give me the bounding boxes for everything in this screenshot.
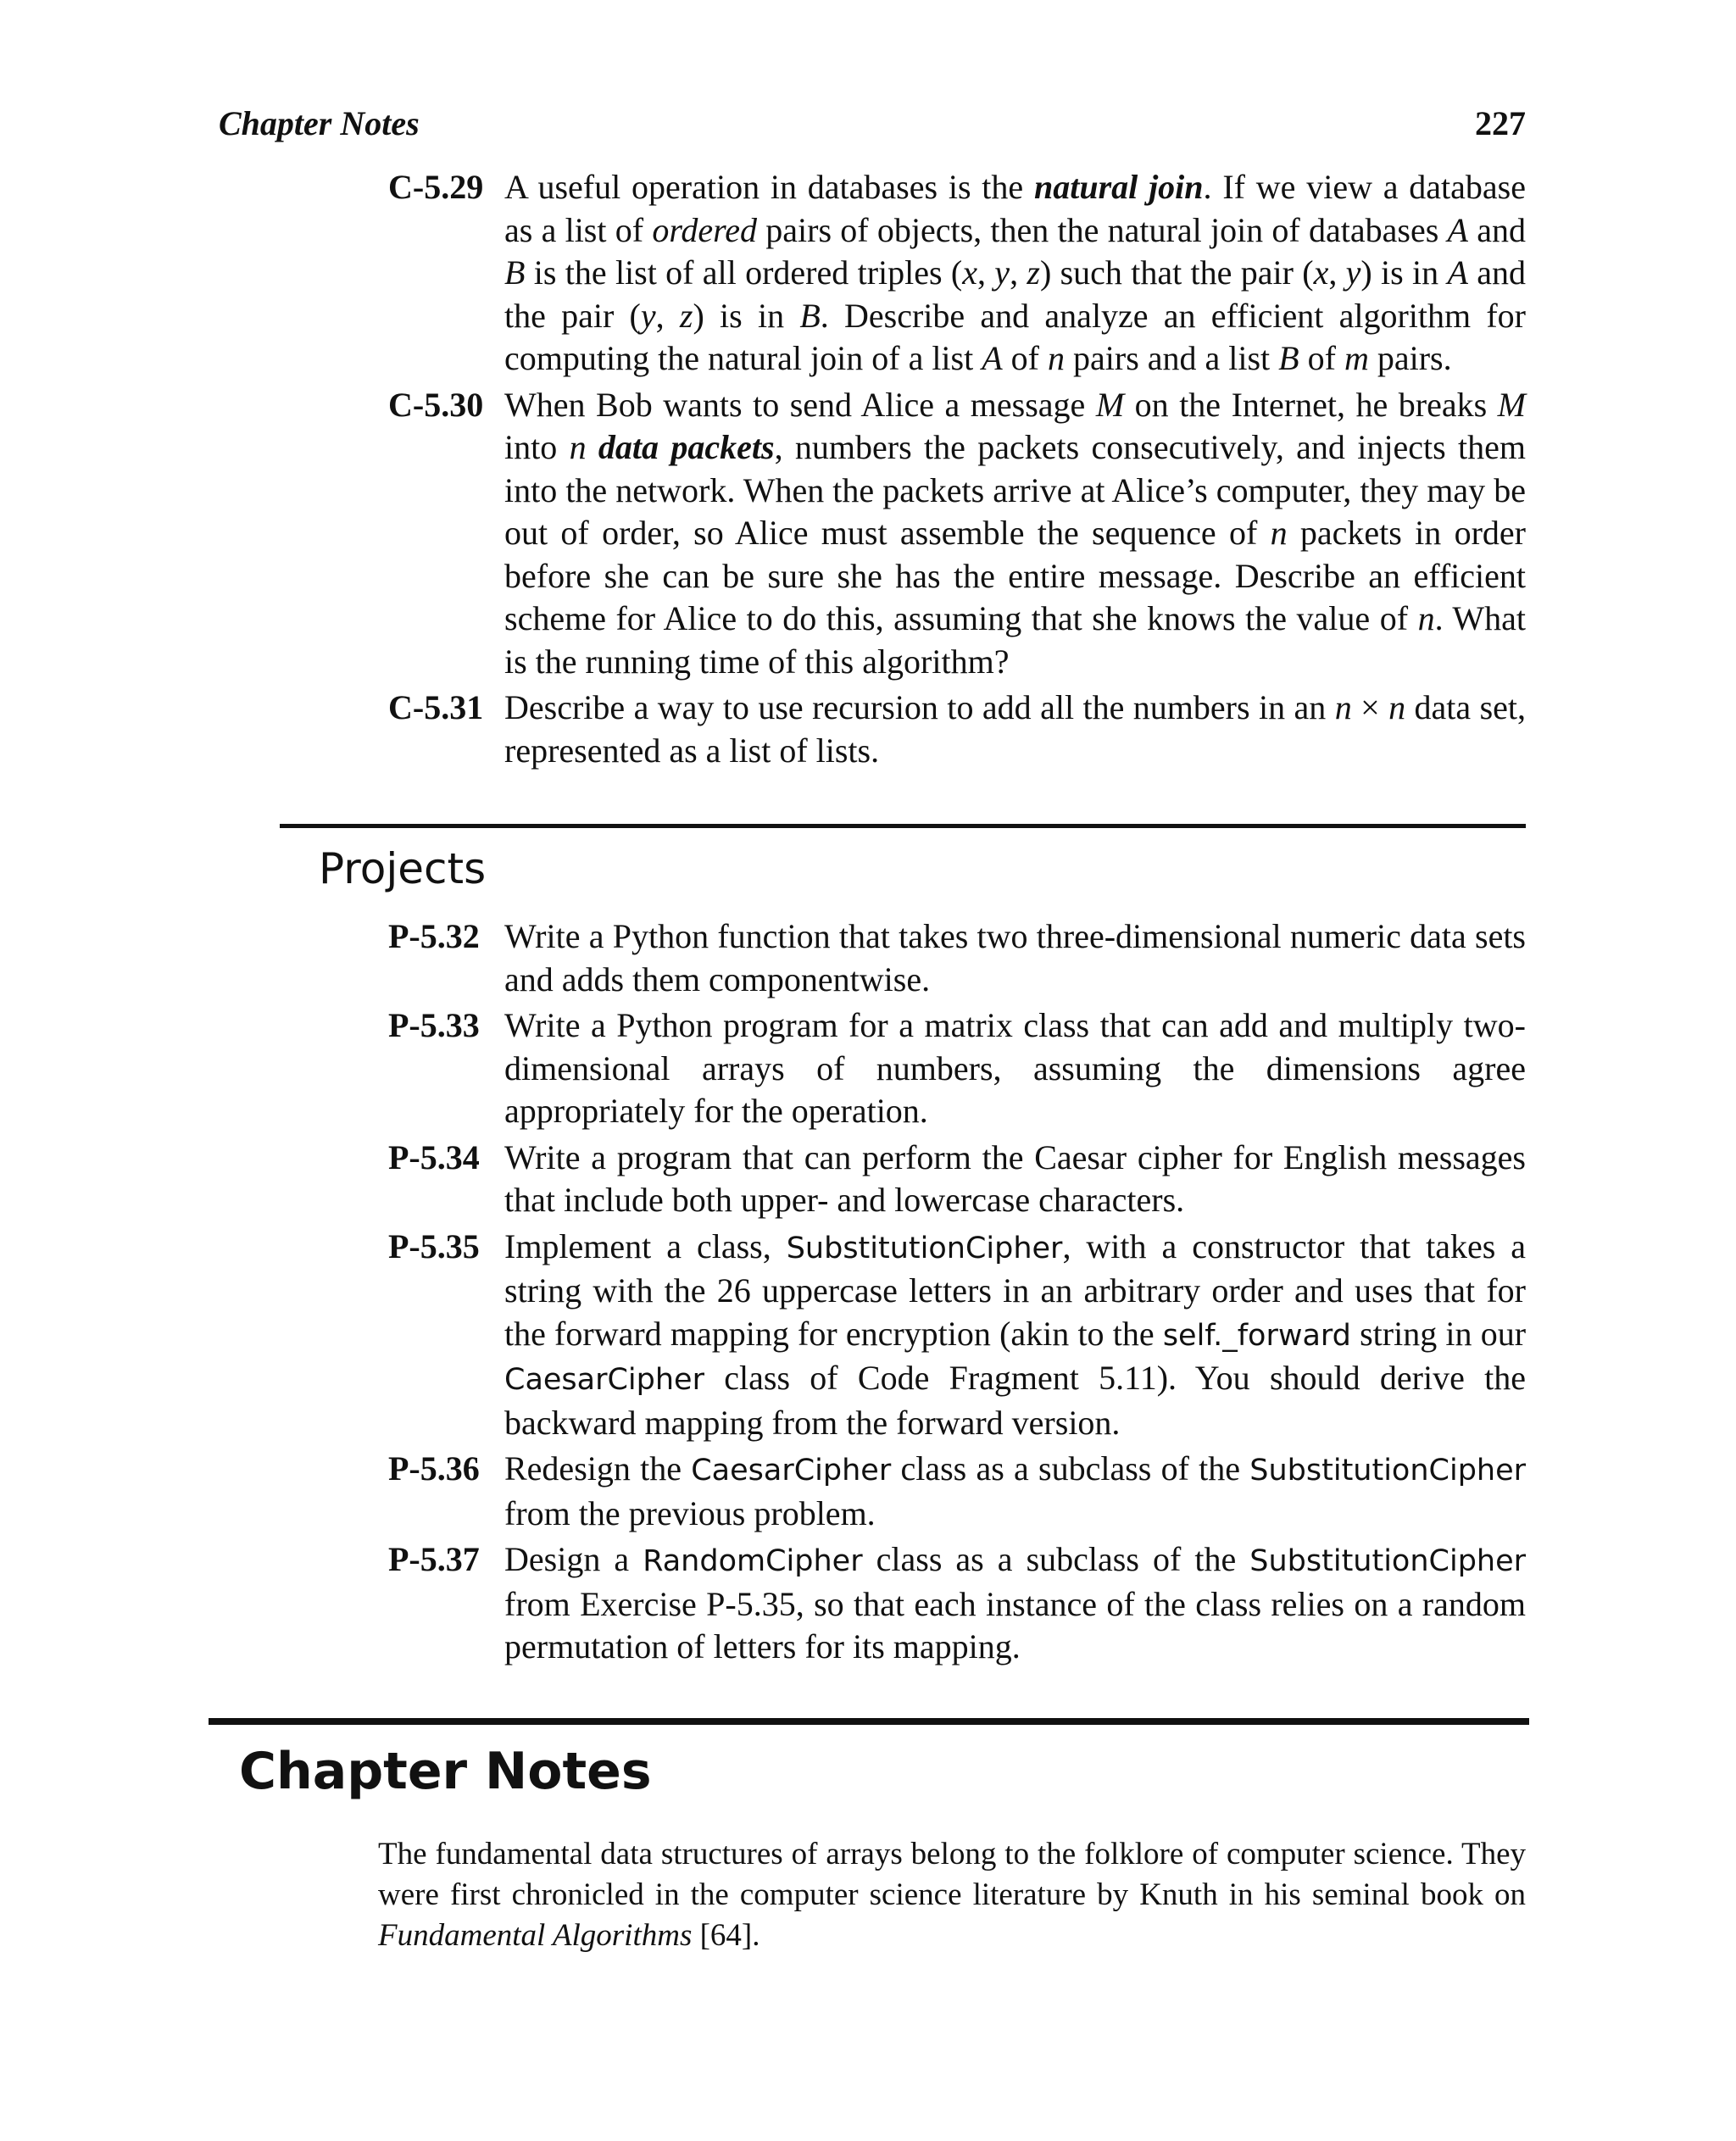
italic-text: z xyxy=(1027,253,1040,292)
text-run: pairs of objects, then the natural join of databases xyxy=(757,210,1448,249)
text-run xyxy=(587,428,598,466)
code-identifier: CaesarCipher xyxy=(504,1363,704,1397)
italic-text: B xyxy=(504,253,526,292)
italic-text: M xyxy=(1497,385,1526,424)
exercise-number: C-5.31 xyxy=(388,688,484,726)
exercise-text xyxy=(504,915,1526,1001)
text-run: , xyxy=(655,296,680,335)
text-run: ) is in xyxy=(693,296,800,335)
italic-text: n xyxy=(1388,688,1406,726)
emphasized-term: data packets xyxy=(598,428,775,466)
italic-text: M xyxy=(1095,385,1125,424)
exercise-text xyxy=(504,1538,1526,1669)
text-run: class as a subclass of the xyxy=(862,1540,1250,1578)
text-run: ) is in xyxy=(1360,253,1448,292)
italic-text: x xyxy=(962,253,977,292)
text-run: class of Code Fragment 5.11). You should derive the backward mapping from the forward version. xyxy=(504,1359,1526,1442)
exercise-number: P-5.35 xyxy=(388,1226,480,1265)
running-header xyxy=(219,98,1526,149)
exercise-item xyxy=(388,687,1526,772)
text-run: Redesign the xyxy=(504,1449,692,1488)
exercise-text xyxy=(504,687,1526,772)
text-run: [64]. xyxy=(692,1918,760,1953)
text-run: , with a constructor that takes a string with the 26 uppercase letters in an arbitrary order and uses that for the forward mapping for encryption (akin to the xyxy=(504,1226,1526,1353)
text-run: into xyxy=(504,428,570,466)
text-run: data set, represented as a list of lists. xyxy=(504,688,1527,770)
exercise-item xyxy=(388,1538,1526,1669)
text-run: class as a subclass of the xyxy=(891,1449,1250,1488)
text-run: , xyxy=(1010,253,1027,292)
text-run: packets in order before she can be sure she has the entire message. Describe an efficient scheme for Alice to do this, assuming that she knows the value of xyxy=(504,514,1527,637)
italic-text: y xyxy=(1345,253,1361,292)
italic-text: n xyxy=(1417,599,1435,637)
italic-text: B xyxy=(1278,339,1299,377)
text-run: Implement a class, xyxy=(504,1226,787,1265)
text-run: from the previous problem. xyxy=(504,1493,876,1532)
italic-text: y xyxy=(640,296,656,335)
projects-rule xyxy=(280,824,1526,828)
exercise-text xyxy=(504,1226,1526,1445)
italic-text: n xyxy=(1048,339,1065,377)
header-title: Chapter Notes xyxy=(219,104,420,142)
text-run: of xyxy=(1002,339,1048,377)
code-identifier: SubstitutionCipher xyxy=(1249,1454,1527,1488)
text-run: string in our xyxy=(1350,1314,1527,1353)
exercise-item xyxy=(388,1448,1526,1535)
italic-text: A xyxy=(1447,210,1468,249)
italic-text: Fundamental Algorithms xyxy=(378,1918,693,1953)
text-run: is the list of all ordered triples ( xyxy=(525,253,963,292)
italic-text: n xyxy=(1334,688,1352,726)
text-run: Write a program that can perform the Caesar cipher for English messages that include both upper- and lowercase characters. xyxy=(504,1137,1526,1219)
text-run: Write a Python program for a matrix class that can add and multiply two-dimensional arrays of numbers, assuming the dimensions agree appropriately for the operation. xyxy=(504,1006,1526,1130)
text-run: Write a Python function that takes two three-dimensional numeric data sets and adds them componentwise. xyxy=(504,917,1526,998)
text-run: Describe a way to use recursion to add all the numbers in an xyxy=(504,688,1335,726)
text-run: The fundamental data structures of arrays belong to the folklore of computer science. They were first chronicled in the computer science literature by Knuth in his seminal book on xyxy=(378,1837,1526,1912)
exercise-text xyxy=(504,1448,1526,1535)
code-identifier: CaesarCipher xyxy=(691,1454,892,1488)
exercise-number: P-5.36 xyxy=(388,1449,480,1488)
text-run: and xyxy=(1467,210,1526,249)
text-run: of xyxy=(1299,339,1344,377)
italic-text: z xyxy=(679,296,693,335)
projects-heading: Projects xyxy=(319,844,487,893)
italic-text: n xyxy=(569,428,587,466)
exercise-text xyxy=(504,1137,1526,1222)
exercise-text xyxy=(504,166,1526,381)
italic-text: y xyxy=(994,253,1010,292)
text-run: , numbers the packets consecutively, and injects them into the network. When the packets arrive at Alice’s computer, they may be out of order, so Alice must assemble the sequence of xyxy=(504,428,1526,552)
text-run: on the Internet, he breaks xyxy=(1124,385,1498,424)
exercise-number: C-5.30 xyxy=(388,385,484,424)
exercise-item xyxy=(388,166,1526,381)
italic-text: n xyxy=(1270,514,1288,552)
chapter-notes-rule xyxy=(209,1718,1529,1725)
exercise-number: P-5.37 xyxy=(388,1540,480,1578)
exercise-text xyxy=(504,1004,1526,1133)
text-run: . If we view a database as a list of xyxy=(504,168,1527,249)
text-run: pairs. xyxy=(1368,339,1452,377)
italic-text: m xyxy=(1344,339,1369,377)
italic-text: A xyxy=(982,339,1003,377)
code-identifier: self._forward xyxy=(1162,1318,1351,1353)
italic-text: A xyxy=(1447,253,1468,292)
exercise-item xyxy=(388,1137,1526,1222)
text-run: , xyxy=(1328,253,1346,292)
text-run: . What is the running time of this algorithm? xyxy=(504,599,1526,681)
text-run: and the pair ( xyxy=(504,253,1527,335)
exercise-text xyxy=(504,384,1526,684)
text-run: from Exercise P-5.35, so that each instance of the class relies on a random permutation of letters for its mapping. xyxy=(504,1584,1526,1666)
code-identifier: SubstitutionCipher xyxy=(1249,1544,1527,1578)
text-run: pairs and a list xyxy=(1065,339,1279,377)
text-run: Design a xyxy=(504,1540,643,1578)
exercise-number: P-5.33 xyxy=(388,1006,480,1044)
italic-text: x xyxy=(1313,253,1329,292)
italic-text: B xyxy=(799,296,821,335)
creativity-exercises-list xyxy=(388,166,1526,776)
chapter-notes-heading: Chapter Notes xyxy=(239,1742,652,1801)
text-run: × xyxy=(1351,688,1389,726)
projects-list xyxy=(388,915,1526,1672)
page-number: 227 xyxy=(1475,104,1526,142)
exercise-number: C-5.29 xyxy=(388,168,484,206)
exercise-number: P-5.32 xyxy=(388,917,480,955)
text-run: A useful operation in databases is the xyxy=(504,168,1034,206)
code-identifier: RandomCipher xyxy=(643,1544,863,1578)
text-run: , xyxy=(976,253,995,292)
code-identifier: SubstitutionCipher xyxy=(786,1231,1063,1265)
italic-text: ordered xyxy=(652,210,757,249)
text-run: ) such that the pair ( xyxy=(1039,253,1314,292)
text-run: When Bob wants to send Alice a message xyxy=(504,385,1096,424)
chapter-notes-paragraph xyxy=(378,1834,1526,1956)
emphasized-term: natural join xyxy=(1033,168,1204,206)
exercise-number: P-5.34 xyxy=(388,1137,480,1176)
exercise-item xyxy=(388,1004,1526,1133)
exercise-item xyxy=(388,915,1526,1001)
exercise-item xyxy=(388,384,1526,684)
exercise-item xyxy=(388,1226,1526,1445)
text-run: . Describe and analyze an efficient algorithm for computing the natural join of a list xyxy=(504,296,1526,377)
